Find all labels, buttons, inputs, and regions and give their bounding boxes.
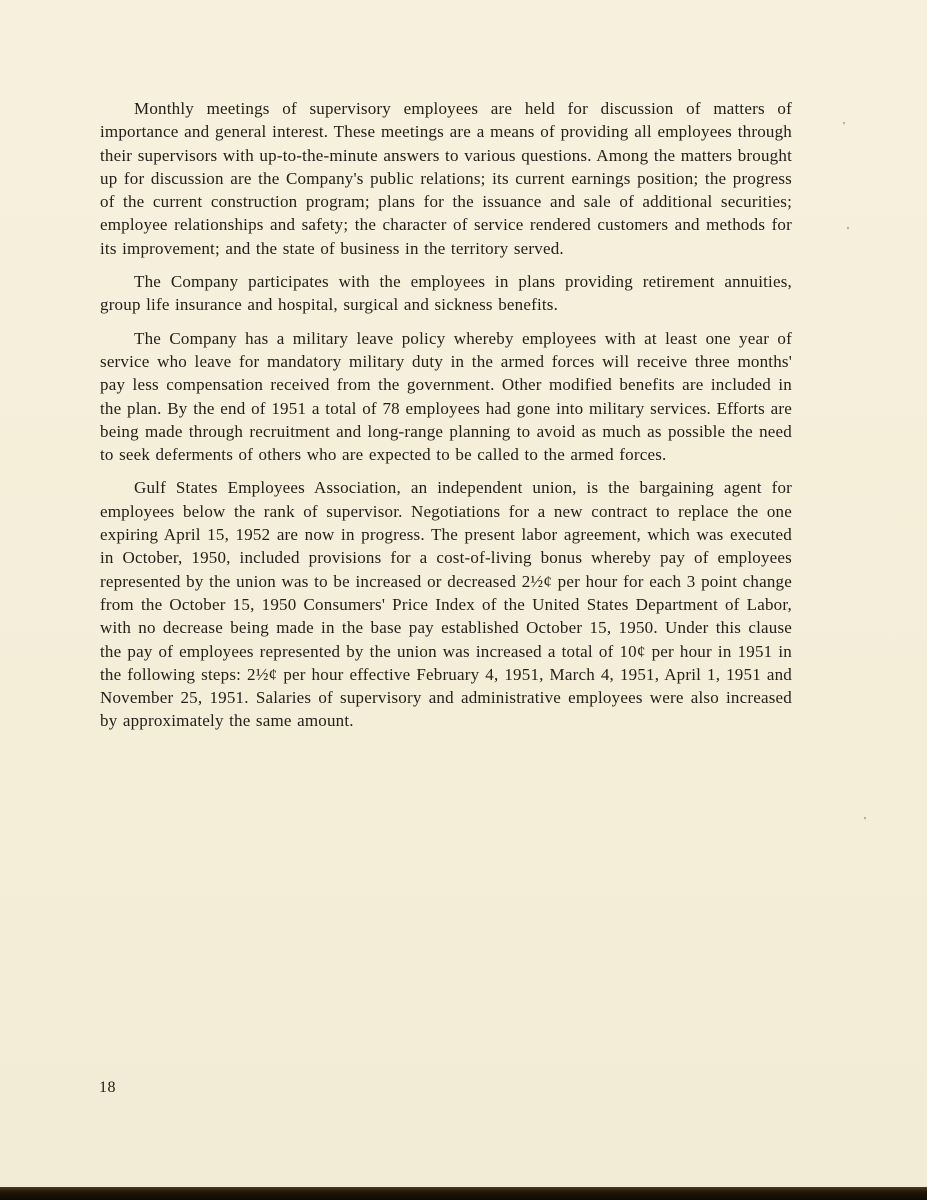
page-number: 18: [99, 1079, 116, 1096]
text-block: [100, 97, 792, 743]
scan-edge-bottom: [0, 1187, 927, 1200]
scan-speck: ': [847, 225, 849, 237]
paragraph-employees-association: Gulf States Employees Association, an independent union, is the bargaining agent for employees below the rank of supervisor. Negotiations for a new contract to replace the one expiring April 15, 1952 are now in progress. The present labor agreement, which was executed in October, 1950, included provisions for a cost-of-living bonus whereby pay of employees represented by the union was to be increased or decreased 2½¢ per hour for each 3 point change from the October 15, 1950 Consumers' Price Index of the United States Department of Labor, with no decrease being made in the base pay established October 15, 1950. Under this clause the pay of employees represented by the union was increased a total of 10¢ per hour in 1951 in the following steps: 2½¢ per hour effective February 4, 1951, March 4, 1951, April 1, 1951 and November 25, 1951. Salaries of supervisory and administrative employees were also increased by approximately the same amount.: [100, 478, 792, 731]
scan-speck: ': [843, 120, 845, 132]
scan-speck: ': [864, 815, 866, 827]
paragraph-monthly-meetings: Monthly meetings of supervisory employees are held for discussion of matters of importance and general interest. These meetings are a means of providing all employees through their supervisors with up-to-the-minute answers to various questions. Among the matters brought up for discussion are the Company's public relations; its current earnings position; the progress of the current construction program; plans for the issuance and sale of additional securities; employee relationships and safety; the character of service rendered customers and methods for its improvement; and the state of business in the territory served.: [100, 99, 792, 258]
paragraph-military-leave: The Company has a military leave policy whereby employees with at least one year of service who leave for mandatory military duty in the armed forces will receive three months' pay less compensation received from the government. Other modified benefits are included in the plan. By the end of 1951 a total of 78 employees had gone into military services. Efforts are being made through recruitment and long-range planning to avoid as much as possible the need to seek deferments of others who are expected to be called to the armed forces.: [100, 328, 792, 465]
paragraph-benefit-plans: The Company participates with the employees in plans providing retirement annuities, group life insurance and hospital, surgical and sickness benefits.: [100, 272, 792, 315]
